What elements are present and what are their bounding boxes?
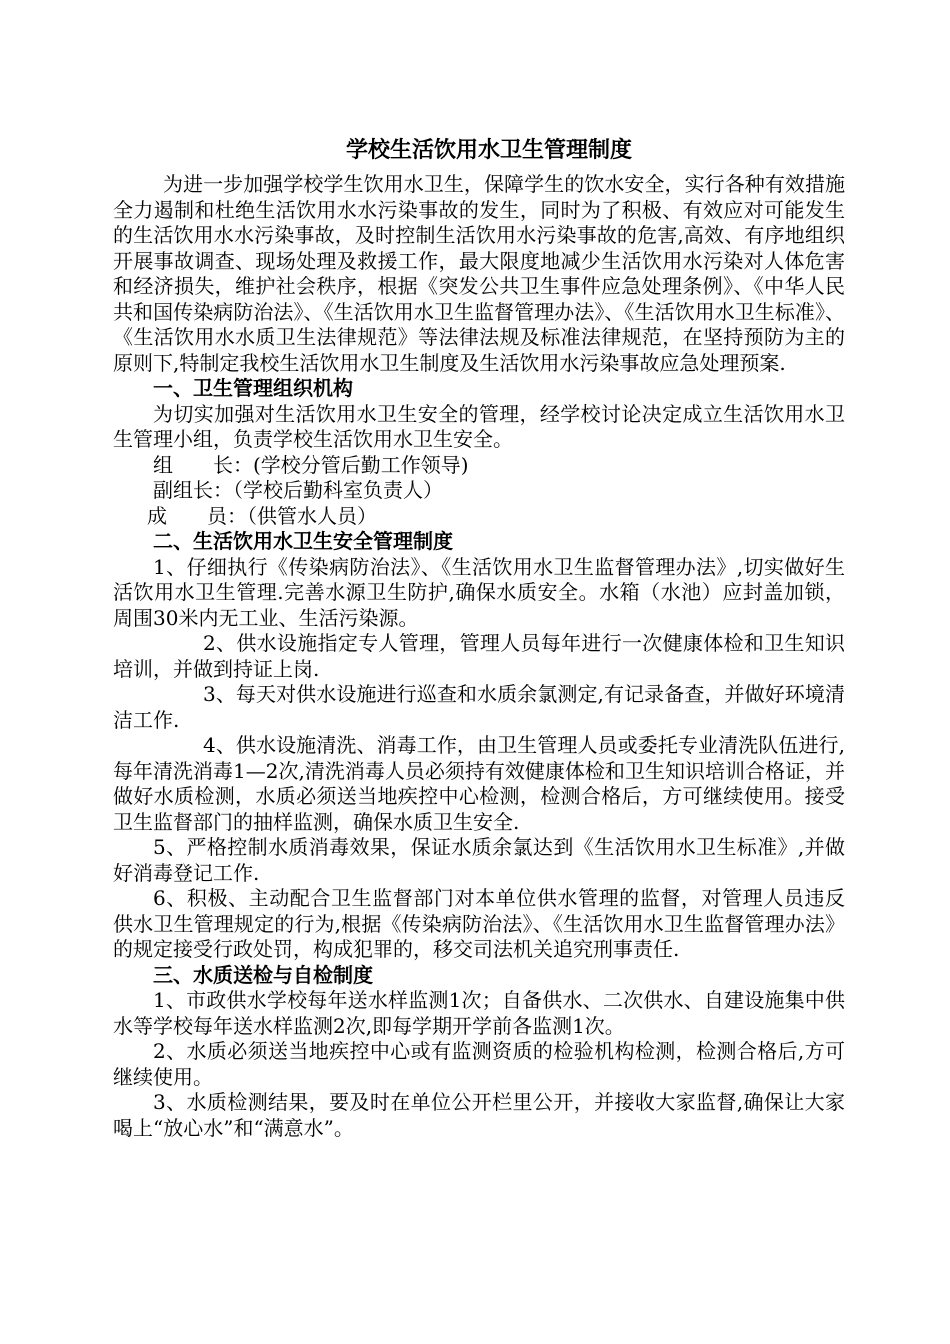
organization-paragraph: 为切实加强对生活饮用水卫生安全的管理，经学校讨论决定成立生活饮用水卫生管理小组，负责学校生活饮用水卫生安全。: [113, 401, 845, 451]
water-testing-item: 2、水质必须送当地疾控中心或有监测资质的检验机构检测，检测合格后,方可继续使用。: [113, 1039, 845, 1089]
safety-rule-item: 6、积极、主动配合卫生监督部门对本单位供水管理的监督，对管理人员违反供水卫生管理规定的行为,根据《传染病防治法》、《生活饮用水卫生监督管理办法》的规定接受行政处罚，构成犯罪的，移交司法机关追究刑事责任.: [113, 886, 845, 961]
safety-rule-item: 3、每天对供水设施进行巡查和水质余氯测定,有记录备查，并做好环境清洁工作.: [113, 682, 845, 732]
role-deputy-leader: 副组长：（学校后勤科室负责人）: [153, 478, 443, 502]
role-leader: 组 长：(学校分管后勤工作领导): [153, 452, 469, 477]
safety-rule-item: 1、仔细执行《传染病防治法》、《生活饮用水卫生监督管理办法》,切实做好生活饮用水卫生管理.完善水源卫生防护,确保水质安全。水箱（水池）应封盖加锁，周围30米内无工业、生活污染源。: [113, 554, 845, 630]
section-heading-water-testing: 三、水质送检与自检制度: [153, 962, 373, 987]
safety-rule-item: 5、严格控制水质消毒效果，保证水质余氯达到《生活饮用水卫生标准》,并做好消毒登记工作.: [113, 835, 845, 885]
water-testing-item: 3、水质检测结果，要及时在单位公开栏里公开，并接收大家监督,确保让大家喝上“放心水”和“满意水”。: [113, 1090, 845, 1140]
safety-rule-item: 4、供水设施清洗、消毒工作，由卫生管理人员或委托专业清洗队伍进行,每年清洗消毒1—2次,清洗消毒人员必须持有效健康体检和卫生知识培训合格证，并做好水质检测，水质必须送当地疾控中心检测，检测合格后，方可继续使用。接受卫生监督部门的抽样监测，确保水质卫生安全.: [113, 733, 845, 834]
intro-paragraph: 为进一步加强学校学生饮用水卫生，保障学生的饮水安全，实行各种有效措施全力遏制和杜绝生活饮用水水污染事故的发生，同时为了积极、有效应对可能发生的生活饮用水水污染事故，及时控制生活饮用水污染事故的危害,高效、有序地组织开展事故调查、现场处理及救援工作，最大限度地减少生活饮用水污染对人体危害和经济损失，维护社会秩序，根据《突发公共卫生事件应急处理条例》、《中华人民共和国传染病防治法》、《生活饮用水卫生监督管理办法》、《生活饮用水卫生标准》、《生活饮用水水质卫生法律规范》等法律法规及标准法律规范，在坚持预防为主的原则下,特制定我校生活饮用水卫生制度及生活饮用水污染事故应急处理预案.: [113, 172, 845, 375]
water-testing-item: 1、市政供水学校每年送水样监测1次；自备供水、二次供水、自建设施集中供水等学校每年送水样监测2次,即每学期开学前各监测1次。: [113, 988, 845, 1038]
section-heading-organization: 一、卫生管理组织机构: [153, 376, 353, 400]
section-heading-safety-rules: 二、生活饮用水卫生安全管理制度: [153, 529, 453, 553]
document-page: [113, 130, 845, 1141]
document-title: 学校生活饮用水卫生管理制度: [345, 137, 632, 163]
role-members: 成 员：（供管水人员）: [147, 503, 377, 528]
safety-rule-item: 2、供水设施指定专人管理，管理人员每年进行一次健康体检和卫生知识培训，并做到持证上岗.: [113, 631, 845, 681]
